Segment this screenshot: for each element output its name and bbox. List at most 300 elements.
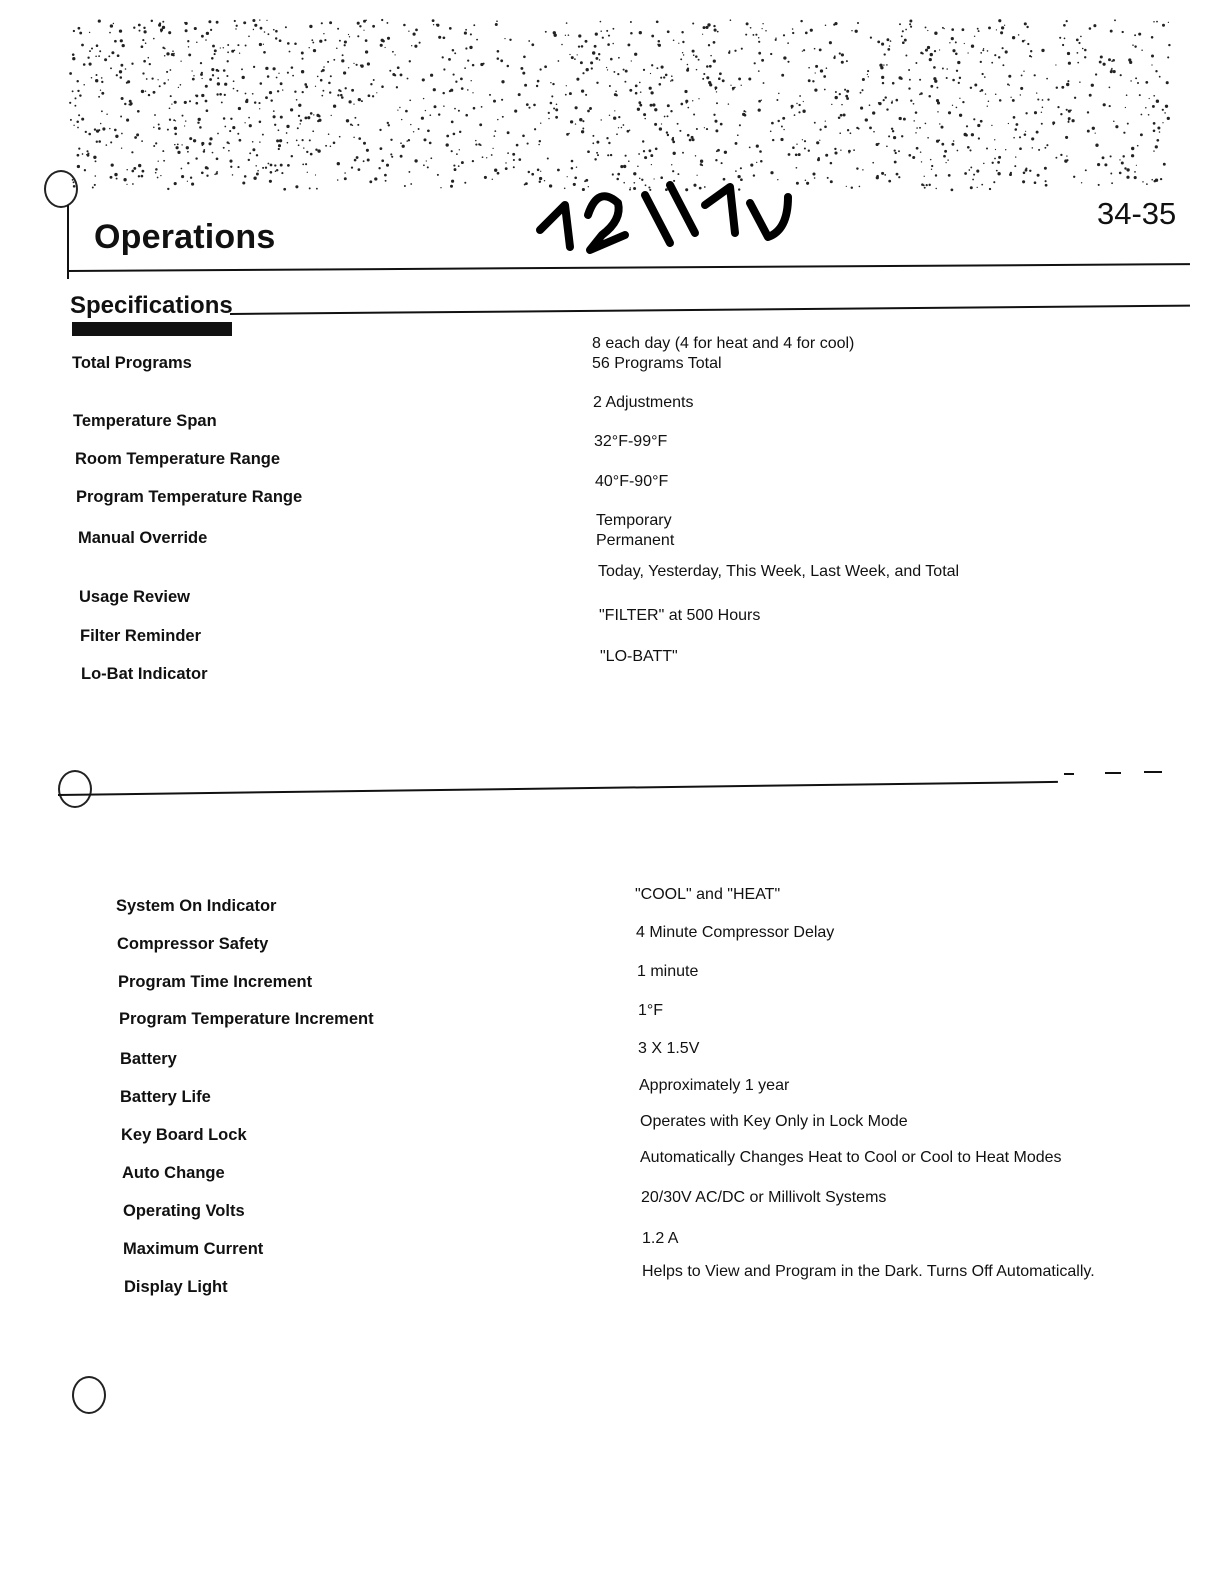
- noise-speck: [374, 177, 377, 180]
- noise-speck: [344, 172, 346, 174]
- noise-speck: [942, 68, 944, 70]
- noise-speck: [475, 144, 477, 146]
- noise-speck: [919, 94, 921, 96]
- noise-speck: [313, 114, 314, 115]
- noise-speck: [841, 104, 843, 106]
- noise-speck: [333, 142, 336, 145]
- noise-speck: [848, 152, 849, 153]
- noise-speck: [198, 118, 201, 121]
- noise-speck: [810, 29, 813, 32]
- noise-speck: [273, 29, 275, 31]
- noise-speck: [339, 136, 341, 138]
- noise-speck: [724, 151, 727, 154]
- noise-speck: [270, 164, 273, 167]
- noise-speck: [363, 20, 366, 23]
- noise-speck: [845, 95, 848, 98]
- noise-speck: [324, 39, 326, 41]
- noise-speck: [414, 159, 417, 162]
- noise-speck: [186, 146, 189, 149]
- noise-speck: [99, 50, 101, 52]
- noise-speck: [1152, 105, 1155, 108]
- noise-speck: [176, 146, 179, 149]
- noise-speck: [187, 162, 189, 164]
- noise-speck: [123, 178, 126, 181]
- divider-dash: [1105, 772, 1121, 774]
- noise-speck: [458, 110, 460, 112]
- noise-speck: [1059, 37, 1061, 39]
- noise-speck: [904, 39, 907, 42]
- noise-speck: [454, 168, 457, 171]
- noise-speck: [643, 150, 645, 152]
- header-left-bar: [67, 205, 69, 279]
- noise-speck: [599, 59, 601, 61]
- noise-speck: [229, 130, 231, 132]
- noise-speck: [946, 68, 948, 70]
- noise-speck: [138, 175, 140, 177]
- noise-speck: [585, 94, 587, 96]
- noise-speck: [770, 171, 773, 174]
- noise-speck: [524, 84, 527, 87]
- noise-speck: [812, 172, 815, 175]
- noise-speck: [931, 169, 932, 170]
- noise-speck: [110, 24, 113, 27]
- noise-speck: [353, 103, 354, 104]
- noise-speck: [77, 165, 80, 168]
- noise-speck: [211, 57, 214, 60]
- noise-speck: [1141, 49, 1142, 50]
- spec-value: 4 Minute Compressor Delay: [636, 924, 835, 941]
- noise-speck: [952, 79, 955, 82]
- noise-speck: [405, 110, 408, 113]
- noise-speck: [1000, 31, 1003, 34]
- noise-speck: [286, 132, 288, 134]
- noise-speck: [758, 37, 760, 39]
- spec-value-line: "FILTER" at 500 Hours: [599, 607, 761, 624]
- noise-speck: [341, 96, 344, 99]
- noise-speck: [819, 48, 822, 51]
- noise-speck: [1155, 70, 1157, 72]
- noise-speck: [1156, 100, 1159, 103]
- noise-speck: [1119, 159, 1120, 160]
- noise-speck: [425, 110, 426, 111]
- noise-speck: [390, 139, 392, 141]
- noise-speck: [312, 42, 314, 44]
- noise-speck: [223, 69, 226, 72]
- noise-speck: [333, 105, 336, 108]
- noise-speck: [1025, 131, 1026, 132]
- noise-speck: [802, 110, 805, 113]
- noise-speck: [707, 23, 710, 26]
- noise-speck: [771, 122, 774, 125]
- noise-speck: [944, 28, 945, 29]
- noise-speck: [578, 45, 580, 47]
- spec-value: [600, 647, 678, 667]
- noise-speck: [991, 62, 993, 64]
- noise-speck: [415, 29, 418, 32]
- noise-speck: [948, 111, 951, 114]
- noise-speck: [804, 140, 806, 142]
- noise-speck: [481, 106, 483, 108]
- noise-speck: [834, 55, 836, 57]
- noise-speck: [448, 58, 451, 61]
- noise-speck: [348, 67, 349, 68]
- noise-speck: [365, 39, 368, 42]
- noise-speck: [808, 67, 810, 69]
- noise-speck: [1162, 122, 1163, 123]
- noise-speck: [649, 149, 652, 152]
- noise-speck: [101, 77, 103, 79]
- noise-speck: [959, 77, 961, 79]
- noise-speck: [582, 120, 584, 122]
- noise-speck: [1122, 31, 1124, 33]
- noise-speck: [394, 54, 395, 55]
- noise-speck: [887, 48, 890, 51]
- noise-speck: [192, 78, 195, 81]
- noise-speck: [848, 150, 851, 153]
- noise-speck: [164, 48, 166, 50]
- noise-speck: [366, 149, 369, 152]
- noise-speck: [1041, 123, 1043, 125]
- noise-speck: [185, 120, 186, 121]
- noise-speck: [673, 152, 676, 155]
- noise-speck: [956, 70, 958, 72]
- noise-speck: [1019, 136, 1021, 138]
- noise-speck: [169, 107, 171, 109]
- noise-speck: [281, 172, 283, 174]
- noise-speck: [607, 43, 610, 46]
- noise-speck: [1022, 180, 1025, 183]
- noise-speck: [970, 186, 973, 189]
- noise-speck: [701, 164, 703, 166]
- noise-speck: [540, 171, 541, 172]
- noise-speck: [846, 97, 849, 100]
- noise-speck: [120, 76, 123, 79]
- noise-speck: [996, 29, 997, 30]
- noise-speck: [430, 74, 433, 77]
- noise-speck: [650, 154, 653, 157]
- noise-speck: [955, 53, 958, 56]
- noise-speck: [96, 44, 99, 47]
- noise-speck: [157, 177, 159, 179]
- noise-speck: [847, 129, 849, 131]
- noise-speck: [973, 174, 975, 176]
- noise-speck: [69, 72, 72, 75]
- noise-speck: [372, 95, 374, 97]
- noise-speck: [182, 115, 184, 117]
- noise-speck: [531, 43, 534, 46]
- noise-speck: [1122, 155, 1124, 157]
- noise-speck: [209, 78, 212, 81]
- noise-speck: [223, 117, 226, 120]
- noise-speck: [98, 20, 101, 23]
- noise-speck: [329, 91, 331, 93]
- noise-speck: [122, 44, 125, 47]
- noise-speck: [83, 63, 86, 66]
- noise-speck: [153, 91, 156, 94]
- noise-speck: [220, 47, 221, 48]
- noise-speck: [166, 52, 169, 55]
- noise-speck: [815, 65, 818, 68]
- noise-speck: [1055, 64, 1056, 65]
- noise-speck: [884, 96, 886, 98]
- noise-speck: [770, 53, 772, 55]
- noise-speck: [561, 44, 563, 46]
- noise-speck: [695, 155, 696, 156]
- noise-speck: [776, 99, 778, 101]
- noise-speck: [227, 60, 229, 62]
- noise-speck: [138, 164, 141, 167]
- noise-speck: [493, 135, 495, 137]
- noise-speck: [160, 28, 163, 31]
- noise-speck: [452, 49, 455, 52]
- noise-speck: [581, 89, 584, 92]
- spec-label: Program Time Increment: [118, 973, 313, 991]
- noise-speck: [386, 164, 389, 167]
- noise-speck: [101, 92, 104, 95]
- noise-speck: [1009, 85, 1010, 86]
- noise-speck: [873, 131, 875, 133]
- noise-speck: [1126, 176, 1129, 179]
- noise-speck: [905, 55, 907, 57]
- noise-speck: [163, 82, 165, 84]
- noise-speck: [783, 34, 785, 36]
- noise-speck: [639, 104, 642, 107]
- noise-speck: [87, 57, 89, 59]
- noise-speck: [512, 153, 515, 156]
- noise-speck: [162, 150, 164, 152]
- noise-speck: [322, 90, 324, 92]
- noise-speck: [1159, 76, 1161, 78]
- noise-speck: [853, 149, 855, 151]
- noise-speck: [331, 115, 332, 116]
- noise-speck: [862, 169, 863, 170]
- noise-speck: [683, 54, 684, 55]
- noise-speck: [713, 41, 716, 44]
- noise-speck: [715, 89, 716, 90]
- noise-speck: [509, 39, 511, 41]
- noise-speck: [1060, 154, 1062, 156]
- noise-speck: [442, 56, 444, 58]
- noise-speck: [146, 78, 148, 80]
- noise-speck: [1029, 55, 1031, 57]
- noise-speck: [315, 148, 317, 150]
- noise-speck: [670, 80, 671, 81]
- noise-speck: [190, 177, 192, 179]
- noise-speck: [206, 167, 208, 169]
- noise-speck: [205, 85, 208, 88]
- noise-speck: [941, 126, 944, 129]
- noise-speck: [98, 96, 100, 98]
- noise-speck: [1093, 24, 1096, 27]
- noise-speck: [262, 167, 264, 169]
- noise-speck: [680, 58, 682, 60]
- noise-speck: [258, 102, 260, 104]
- noise-speck: [651, 64, 653, 66]
- noise-speck: [713, 114, 715, 116]
- noise-speck: [430, 157, 432, 159]
- noise-speck: [408, 139, 410, 141]
- noise-speck: [967, 146, 970, 149]
- noise-speck: [230, 118, 232, 120]
- noise-speck: [1134, 45, 1136, 47]
- noise-speck: [1087, 130, 1090, 133]
- noise-speck: [545, 31, 547, 33]
- noise-speck: [130, 104, 131, 105]
- noise-speck: [1127, 123, 1129, 125]
- spec-label: Battery Life: [120, 1088, 211, 1106]
- spec-value: 3 X 1.5V: [638, 1040, 700, 1057]
- noise-speck: [357, 35, 359, 37]
- noise-speck: [1024, 40, 1025, 41]
- noise-speck: [1047, 98, 1049, 100]
- noise-speck: [955, 41, 957, 43]
- noise-speck: [465, 29, 467, 31]
- noise-speck: [913, 120, 915, 122]
- noise-speck: [212, 74, 214, 76]
- noise-speck: [714, 29, 717, 32]
- noise-speck: [464, 32, 467, 35]
- noise-speck: [750, 27, 752, 29]
- noise-speck: [329, 21, 332, 24]
- noise-speck: [337, 179, 339, 181]
- noise-speck: [612, 28, 614, 30]
- noise-speck: [265, 96, 268, 99]
- noise-speck: [713, 60, 716, 63]
- noise-speck: [817, 158, 820, 161]
- noise-speck: [119, 29, 122, 32]
- noise-speck: [148, 94, 150, 96]
- noise-speck: [582, 72, 584, 74]
- noise-speck: [276, 77, 278, 79]
- noise-speck: [635, 85, 638, 88]
- noise-speck: [992, 162, 994, 164]
- section-title: Specifications: [70, 292, 233, 319]
- noise-speck: [289, 51, 291, 53]
- noise-speck: [819, 128, 821, 130]
- noise-speck: [117, 54, 120, 57]
- noise-speck: [196, 95, 199, 98]
- noise-speck: [163, 160, 165, 162]
- noise-speck: [93, 156, 96, 159]
- spec-label: Total Programs: [72, 354, 192, 372]
- noise-speck: [354, 117, 356, 119]
- noise-speck: [492, 148, 493, 149]
- noise-speck: [143, 60, 146, 63]
- noise-speck: [214, 174, 216, 176]
- noise-speck: [841, 61, 844, 64]
- noise-speck: [927, 46, 930, 49]
- noise-speck: [951, 28, 954, 31]
- noise-speck: [201, 78, 202, 79]
- noise-speck: [494, 130, 496, 132]
- noise-speck: [1109, 87, 1111, 89]
- noise-speck: [825, 154, 828, 157]
- noise-speck: [189, 137, 192, 140]
- noise-speck: [964, 43, 965, 44]
- noise-speck: [794, 114, 796, 116]
- spec-value-line: Today, Yesterday, This Week, Last Week, and Total: [598, 563, 960, 580]
- noise-speck: [792, 28, 794, 30]
- noise-speck: [1104, 163, 1107, 166]
- noise-speck: [426, 160, 427, 161]
- noise-speck: [418, 128, 420, 130]
- page-number: 34-35: [1097, 196, 1177, 231]
- noise-speck: [480, 144, 482, 146]
- noise-speck: [663, 76, 665, 78]
- noise-speck: [934, 80, 937, 83]
- noise-speck: [639, 31, 642, 34]
- noise-speck: [812, 80, 814, 82]
- noise-speck: [279, 39, 282, 42]
- noise-speck: [102, 127, 105, 130]
- noise-speck: [1135, 77, 1137, 79]
- noise-speck: [409, 60, 411, 62]
- spec-value: [594, 432, 667, 452]
- noise-speck: [453, 165, 455, 167]
- noise-speck: [851, 30, 852, 31]
- noise-speck: [275, 37, 277, 39]
- noise-speck: [718, 77, 721, 80]
- noise-speck: [571, 167, 574, 170]
- noise-speck: [333, 59, 335, 61]
- noise-speck: [667, 134, 669, 136]
- noise-speck: [679, 130, 681, 132]
- noise-speck: [815, 72, 816, 73]
- noise-speck: [256, 173, 259, 176]
- noise-speck: [145, 42, 147, 44]
- noise-speck: [1025, 112, 1027, 114]
- noise-speck: [575, 106, 578, 109]
- spec-value-line: 40°F-90°F: [595, 473, 669, 490]
- noise-speck: [898, 150, 900, 152]
- noise-speck: [229, 160, 232, 163]
- noise-speck: [696, 69, 698, 71]
- noise-speck: [909, 79, 911, 81]
- noise-speck: [403, 24, 406, 27]
- noise-speck: [414, 45, 417, 48]
- noise-speck: [270, 171, 273, 174]
- noise-speck: [1109, 105, 1111, 107]
- noise-speck: [325, 145, 327, 147]
- noise-speck: [1155, 145, 1158, 148]
- noise-speck: [1066, 20, 1068, 22]
- noise-speck: [497, 50, 500, 53]
- noise-speck: [889, 45, 890, 46]
- noise-speck: [618, 116, 620, 118]
- spec-value: [595, 472, 668, 492]
- noise-speck: [577, 54, 578, 55]
- noise-speck: [297, 127, 299, 129]
- noise-speck: [623, 165, 626, 168]
- noise-speck: [337, 28, 339, 30]
- noise-speck: [89, 63, 92, 66]
- noise-speck: [381, 159, 384, 162]
- noise-speck: [249, 124, 252, 127]
- noise-speck: [722, 79, 725, 82]
- noise-speck: [210, 29, 212, 31]
- divider-dash: [1144, 771, 1162, 773]
- noise-speck: [959, 114, 962, 117]
- noise-speck: [513, 166, 515, 168]
- noise-speck: [1082, 48, 1084, 50]
- noise-speck: [1074, 97, 1076, 99]
- noise-speck: [78, 114, 80, 116]
- noise-speck: [413, 33, 416, 36]
- noise-speck: [507, 131, 510, 134]
- noise-speck: [295, 185, 298, 188]
- noise-speck: [473, 107, 476, 110]
- noise-speck: [197, 121, 199, 123]
